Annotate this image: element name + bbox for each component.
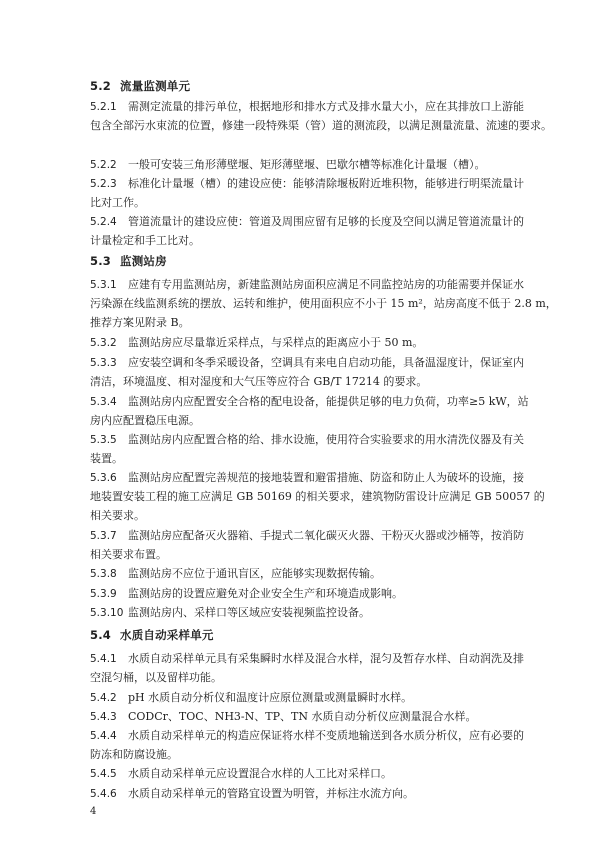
- clause-5-4-1: 5.4.1 水质自动采样单元具有采集瞬时水样及混合水样，混匀及暂存水样、自动润洗及排 空混匀桶，以及留样功能。: [90, 652, 524, 684]
- clause-5-2-3: 5.2.3 标准化计量堰（槽）的建设应使：能够清除堰板附近堆积物，能够进行明渠流量计 比对工作。: [90, 177, 524, 209]
- clause-5-4-4: 5.4.4 水质自动采样单元的构造应保证将水样不变质地输送到各水质分析仪，应有必要的 防冻和防腐设施。: [90, 729, 524, 761]
- clause-5-4-6: 5.4.6 水质自动采样单元的管路宜设置为明管，并标注水流方向。: [90, 787, 414, 800]
- clause-5-3-7: 5.3.7 监测站房应配备灭火器箱、手提式二氧化碳灭火器、干粉灭火器或沙桶等，按消防 相关要求布置。: [90, 529, 524, 561]
- clause-5-3-5: 5.3.5 监测站房内应配置合格的给、排水设施，使用符合实验要求的用水清洗仪器及有关 装置。: [90, 433, 524, 465]
- clause-5-2-1: 5.2.1 需测定流量的排污单位，根据地形和排水方式及排水量大小，应在其排放口上游能 包含全部污水束流的位置，修建一段特殊渠（管）道的测流段，以满足测量流量、流速的要求。: [90, 100, 552, 132]
- section-heading-5-2: 5.2 流量监测单元: [90, 79, 191, 93]
- clause-5-4-2: 5.4.2 pH 水质自动分析仪和温度计应原位测量或测量瞬时水样。: [90, 691, 413, 704]
- clause-5-3-10: 5.3.10 监测站房内、采样口等区域应安装视频监控设备。: [90, 606, 370, 619]
- clause-5-3-9: 5.3.9 监测站房的设置应避免对企业安全生产和环境造成影响。: [90, 587, 403, 600]
- section-heading-5-3: 5.3 监测站房: [90, 254, 167, 268]
- section-heading-5-4: 5.4 水质自动采样单元: [90, 628, 214, 642]
- clause-5-3-3: 5.3.3 应安装空调和冬季采暖设备，空调具有来电自启动功能，具备温湿度计，保证室内 清洁，环境温度、相对湿度和大气压等应符合 GB/T 17214 的要求。: [90, 356, 524, 388]
- page-number: 4: [90, 806, 97, 817]
- clause-5-3-2: 5.3.2 监测站房应尽量靠近采样点，与采样点的距离应小于 50 m。: [90, 336, 424, 349]
- clause-5-3-4: 5.3.4 监测站房内应配置安全合格的配电设备，能提供足够的电力负荷，功率≥5 kW，站 房内应配置稳压电源。: [90, 395, 529, 427]
- clause-5-2-4: 5.2.4 管道流量计的建设应使：管道及周围应留有足够的长度及空间以满足管道流量计的 计量检定和手工比对。: [90, 215, 524, 247]
- clause-5-4-3: 5.4.3 CODCr、TOC、NH3-N、TP、TN 水质自动分析仪应测量混合水样。: [90, 710, 477, 723]
- clause-5-3-6: 5.3.6 监测站房应配置完善规范的接地装置和避雷措施、防盗和防止人为破坏的设施，接 地装置安装工程的施工应满足 GB 50169 的相关要求，建筑物防雷设计应满足 GB 50057 的 相关要求。: [90, 471, 545, 522]
- clause-5-4-5: 5.4.5 水质自动采样单元应设置混合水样的人工比对采样口。: [90, 767, 392, 780]
- clause-5-2-2: 5.2.2 一般可安装三角形薄壁堰、矩形薄壁堰、巴歇尔槽等标准化计量堰（槽）。: [90, 158, 486, 171]
- clause-5-3-8: 5.3.8 监测站房不应位于通讯盲区，应能够实现数据传输。: [90, 567, 381, 580]
- clause-5-3-1: 5.3.1 应建有专用监测站房，新建监测站房面积应满足不同监控站房的功能需要并保证水 污染源在线监测系统的摆放、运转和维护，使用面积应不小于 15 m²，站房高度不低于 2.8 m， 推荐方案见附录 B。: [90, 278, 557, 329]
